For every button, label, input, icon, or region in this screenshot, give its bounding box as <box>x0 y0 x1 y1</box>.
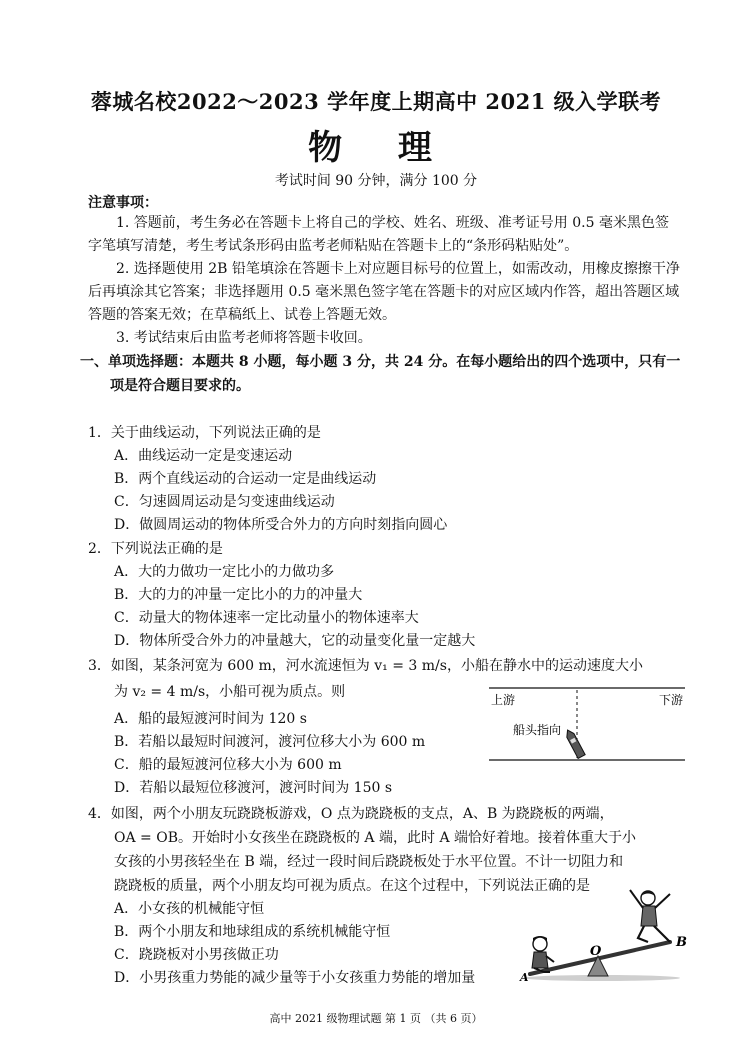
question-3-stem-line1: 3．如图，某条河宽为 600 m，河水流速恒为 v₁ = 3 m/s，小船在静水中的运动速度大小 <box>88 658 643 674</box>
page-footer: 高中 2021 级物理试题 第 1 页 （共 6 页） <box>269 1012 483 1025</box>
question-4-option-a: A．小女孩的机械能守恒 <box>114 901 265 917</box>
notes-heading: 注意事项： <box>88 195 158 211</box>
section-heading: 一、单项选择题：本题共 8 小题，每小题 3 分，共 24 分。在每小题给出的四个选项中，只有一项是符合题目要求的。 <box>80 354 681 394</box>
exam-info: 考试时间 90 分钟，满分 100 分 <box>274 173 478 189</box>
question-3-option-d: D．若船以最短位移渡河，渡河时间为 150 s <box>114 780 393 796</box>
question-1-stem: 1．关于曲线运动，下列说法正确的是 <box>88 425 321 441</box>
label-b: B <box>676 935 687 950</box>
question-3-option-a: A．船的最短渡河时间为 120 s <box>114 711 307 727</box>
question-4-stem-line1: 4．如图，两个小朋友玩跷跷板游戏，O 点为跷跷板的支点，A、B 为跷跷板的两端， <box>88 806 614 822</box>
question-3-stem-line2: 为 v₂ = 4 m/s，小船可视为质点。则 <box>114 684 346 700</box>
upstream-label: 上游 <box>491 693 516 707</box>
question-4-stem-line2: OA = OB。开始时小女孩坐在跷跷板的 A 端，此时 A 端恰好着地。接着体重大于小 <box>114 830 637 846</box>
label-o: O <box>590 944 602 959</box>
girl-icon <box>532 936 554 972</box>
note-item-1: 1. 答题前，考生务必在答题卡上将自己的学校、姓名、班级、准考证号用 0.5 毫米黑色签字笔填写清楚，考生考试条形码由监考老师粘贴在答题卡上的“条形码粘贴处”。 <box>88 215 669 254</box>
question-2-option-b: B．大的力的冲量一定比小的力的冲量大 <box>114 587 363 603</box>
question-1-option-b: B．两个直线运动的合运动一定是曲线运动 <box>114 471 377 487</box>
question-4-stem-line3: 女孩的小男孩轻坐在 B 端，经过一段时间后跷跷板处于水平位置。不计一切阻力和 <box>114 854 624 870</box>
boat-icon <box>564 728 585 758</box>
question-1-option-c: C．匀速圆周运动是匀变速曲线运动 <box>114 494 335 510</box>
question-1-option-a: A．曲线运动一定是变速运动 <box>114 448 293 464</box>
note-item-3: 3. 考试结束后由监考老师将答题卡收回。 <box>116 330 372 346</box>
question-3-option-b: B．若船以最短时间渡河，渡河位移大小为 600 m <box>114 734 426 750</box>
question-4-stem-line4: 跷跷板的质量，两个小朋友均可视为质点。在这个过程中，下列说法正确的是 <box>114 878 590 894</box>
question-2-option-a: A．大的力做功一定比小的力做功多 <box>114 564 335 580</box>
exam-title: 蓉城名校2022～2023 学年度上期高中 2021 级入学联考 <box>90 89 662 114</box>
boy-icon <box>630 890 670 942</box>
note-item-2: 2. 选择题使用 2B 铅笔填涂在答题卡上对应题目标号的位置上，如需改动，用橡皮擦擦干净后再填涂其它答案；非选择题用 0.5 毫米黑色签字笔在答题卡的对应区域内作答，超出答题区域答题的答案无效；在草稿纸上、试卷上答题无效。 <box>88 261 680 323</box>
heading-label: 船头指向 <box>513 723 562 737</box>
seesaw-diagram <box>510 876 690 984</box>
river-diagram <box>487 686 687 762</box>
question-4-option-d: D．小男孩重力势能的减少量等于小女孩重力势能的增加量 <box>114 970 476 986</box>
label-a: A <box>520 971 529 984</box>
seesaw-figure <box>510 876 690 984</box>
downstream-label: 下游 <box>658 693 683 707</box>
question-1-option-d: D．做圆周运动的物体所受合外力的方向时刻指向圆心 <box>114 517 448 533</box>
river-crossing-figure <box>487 686 687 762</box>
question-4-option-b: B．两个小朋友和地球组成的系统机械能守恒 <box>114 924 391 940</box>
subject-title: 物 理 <box>308 128 454 168</box>
question-2-option-c: C．动量大的物体速率一定比动量小的物体速率大 <box>114 610 419 626</box>
question-4-option-c: C．跷跷板对小男孩做正功 <box>114 947 279 963</box>
question-3-option-c: C．船的最短渡河位移大小为 600 m <box>114 757 342 773</box>
question-2-option-d: D．物体所受合外力的冲量越大，它的动量变化量一定越大 <box>114 633 476 649</box>
question-2-stem: 2．下列说法正确的是 <box>88 541 223 557</box>
